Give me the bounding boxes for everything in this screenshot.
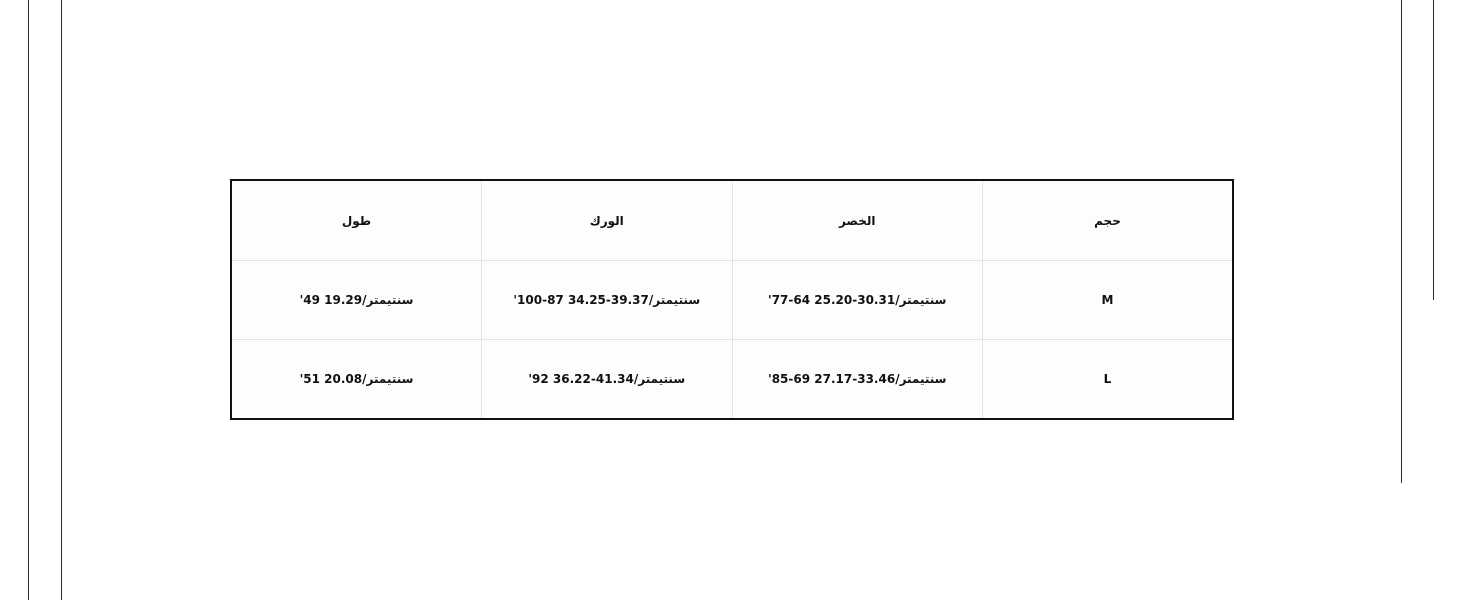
header-hip: الورك: [482, 180, 733, 261]
cell-hip: 'سنتيمتر/41.34-36.22 92: [482, 340, 733, 420]
page-border-line: [1401, 0, 1402, 483]
cell-hip: 'سنتيمتر/39.37-34.25 87-100: [482, 261, 733, 340]
page-border-line: [1433, 0, 1434, 300]
table-row: [231, 261, 1233, 340]
page-border-line: [61, 0, 62, 600]
cell-waist: 'سنتيمتر/30.31-25.20 64-77: [732, 261, 983, 340]
table-row: [231, 340, 1233, 420]
cell-length: 'سنتيمتر/20.08 51: [231, 340, 482, 420]
cell-size: L: [983, 340, 1234, 420]
cell-waist: 'سنتيمتر/33.46-27.17 69-85: [732, 340, 983, 420]
header-length: طول: [231, 180, 482, 261]
page-border-line: [28, 0, 29, 600]
cell-size: M: [983, 261, 1234, 340]
cell-length: 'سنتيمتر/19.29 49: [231, 261, 482, 340]
size-chart-table: [230, 179, 1234, 420]
table-header-row: [231, 180, 1233, 261]
header-size: حجم: [983, 180, 1234, 261]
header-waist: الخصر: [732, 180, 983, 261]
